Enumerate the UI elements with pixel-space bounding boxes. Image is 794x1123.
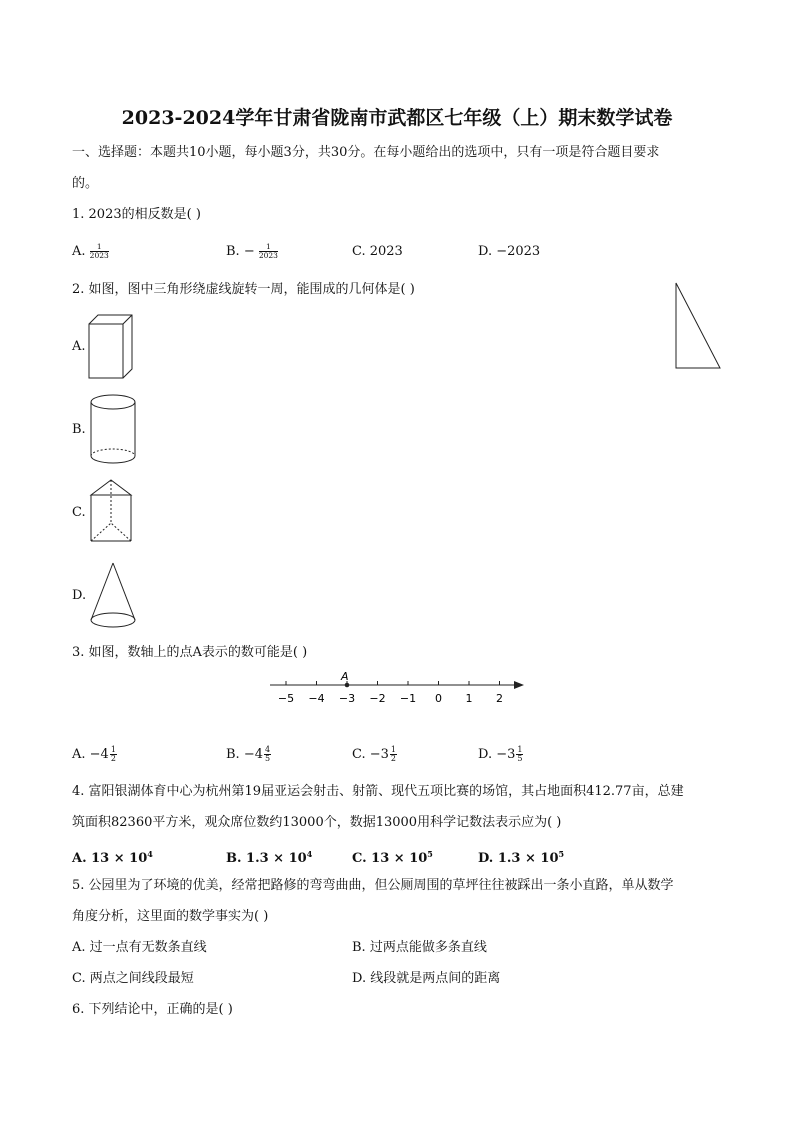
triangle-figure — [672, 280, 724, 372]
q2-option-a-label: A. — [72, 339, 86, 354]
q3-b-fraction — [264, 746, 271, 763]
cylinder-figure — [88, 392, 140, 468]
q4-b-exp: 4 — [306, 849, 313, 859]
q1-b-fraction — [259, 243, 278, 260]
q3-b-label: B. −4 — [226, 747, 263, 762]
q3-c-fraction — [390, 746, 397, 763]
q1-a-num: 1 — [90, 243, 109, 252]
q1-a-label: A. — [72, 244, 86, 259]
q1-option-d: D. −2023 — [478, 244, 541, 259]
q3-d-fraction — [516, 746, 523, 763]
number-line-tick-label: 2 — [496, 692, 503, 705]
q1-option-c: C. 2023 — [352, 244, 403, 259]
number-line-tick-label: −1 — [399, 692, 417, 705]
q5-option-b: B. 过两点能做多条直线 — [352, 940, 487, 955]
q3-option-b — [226, 746, 271, 763]
q3-stem: 3. 如图，数轴上的点A表示的数可能是( ) — [72, 645, 308, 660]
q3-b-num: 4 — [264, 745, 271, 754]
q4-b-base: B. 1.3 × 10 — [226, 851, 307, 866]
point-a-dot — [345, 683, 350, 688]
rectangular-prism-figure — [86, 312, 136, 382]
q5-option-c: C. 两点之间线段最短 — [72, 971, 194, 986]
q5-option-a: A. 过一点有无数条直线 — [72, 940, 207, 955]
q2-option-d-label: D. — [72, 588, 87, 603]
q1-a-den: 2023 — [89, 251, 109, 260]
number-line-tick-label: 1 — [465, 692, 473, 705]
q3-c-den: 2 — [390, 754, 397, 763]
triangular-prism-figure — [86, 475, 138, 547]
q5-line1: 5. 公园里为了环境的优美，经常把路修的弯弯曲曲，但公厕周围的草坪往往被踩出一条小直路，单从数学 — [72, 878, 674, 893]
q3-a-den: 2 — [110, 754, 116, 763]
q4-c-exp: 5 — [427, 849, 433, 859]
page-title: 2023-2024学年甘肃省陇南市武都区七年级（上）期末数学试卷 — [121, 107, 673, 129]
q4-option-a — [72, 846, 153, 867]
q1-b-den: 2023 — [258, 251, 278, 260]
number-line-tick-label: −5 — [277, 692, 295, 705]
q3-d-den: 5 — [517, 754, 523, 763]
q3-c-num: 1 — [390, 745, 397, 754]
q4-option-d — [478, 846, 564, 867]
q1-b-num: 1 — [259, 243, 278, 252]
q1-a-fraction — [90, 243, 109, 260]
number-line-tick-label: −4 — [308, 692, 325, 705]
q1-b-label: B. − — [226, 244, 255, 259]
q4-a-exp: 4 — [147, 849, 153, 859]
q2-stem: 2. 如图，图中三角形绕虚线旋转一周，能围成的几何体是( ) — [72, 282, 415, 297]
q3-c-label: C. −3 — [352, 747, 389, 762]
q4-d-base: D. 1.3 × 10 — [478, 851, 559, 866]
q6-stem: 6. 下列结论中，正确的是( ) — [72, 1002, 233, 1017]
q3-d-num: 1 — [517, 745, 523, 754]
q4-c-base: C. 13 × 10 — [352, 851, 428, 866]
section-header-line1: 一、选择题：本题共10小题，每小题3分，共30分。在每小题给出的选项中，只有一项是符合题目要求 — [72, 145, 660, 160]
q3-a-num: 1 — [110, 745, 116, 754]
q5-line2: 角度分析，这里面的数学事实为( ) — [72, 909, 269, 924]
q4-a-base: A. 13 × 10 — [72, 851, 148, 866]
q4-option-c — [352, 846, 433, 867]
q2-option-b-label: B. — [72, 422, 86, 437]
q2-option-c-label: C. — [72, 505, 86, 520]
q3-a-fraction — [110, 746, 117, 763]
q4-d-exp: 5 — [558, 849, 565, 859]
q1-option-b — [226, 243, 278, 260]
section-header-line2: 的。 — [72, 176, 99, 191]
q3-d-label: D. −3 — [478, 747, 516, 762]
q4-line1: 4. 富阳银湖体育中心为杭州第19届亚运会射击、射箭、现代五项比赛的场馆，其占地面积412.77亩，总建 — [72, 784, 684, 799]
q5-option-d: D. 线段就是两点间的距离 — [352, 971, 501, 986]
number-line-figure — [266, 668, 532, 712]
number-line-tick-label: −3 — [338, 692, 356, 705]
q3-a-label: A. −4 — [72, 747, 109, 762]
q3-option-a — [72, 746, 117, 763]
q3-option-c — [352, 746, 397, 763]
q3-b-den: 5 — [264, 754, 271, 763]
q4-option-b — [226, 846, 312, 867]
cone-figure — [88, 560, 142, 632]
number-line-tick-label: 0 — [435, 692, 442, 705]
point-a-label: A — [341, 670, 349, 683]
q1-option-a — [72, 243, 109, 260]
q3-option-d — [478, 746, 523, 763]
q1-stem: 1. 2023的相反数是( ) — [72, 207, 201, 222]
number-line-tick-label: −2 — [369, 692, 386, 705]
q4-line2: 筑面积82360平方米，观众席位数约13000个，数据13000用科学记数法表示应为( ) — [72, 815, 562, 830]
